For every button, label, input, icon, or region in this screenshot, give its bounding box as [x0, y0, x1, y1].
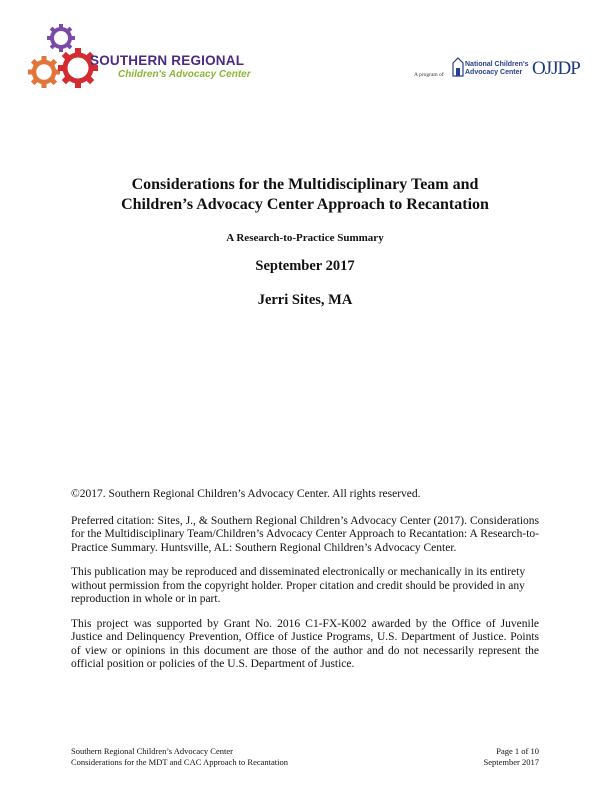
document-subtitle: A Research-to-Practice Summary: [226, 232, 384, 244]
ojjdp-logo: OJJDP: [532, 58, 580, 79]
document-date: September 2017: [255, 258, 355, 274]
program-of-label: A program of: [414, 72, 444, 78]
copyright-notice: ©2017. Southern Regional Children’s Advocacy Center. All rights reserved.: [71, 488, 421, 500]
logo-subtitle: Children's Advocacy Center: [118, 69, 251, 80]
permission-paragraph: This publication may be reproduced and disseminated electronically or mechanically in its entirety without permission from the copyright holder. Proper citation and credit should be provided in any reproduction in whole or in part.: [71, 566, 526, 605]
citation-paragraph: Preferred citation: Sites, J., & Southern Regional Children’s Advocacy Center (2017). Considerations for the Multidisciplinary Team/Children’s Advocacy Center Approach to Recantation: A Research-to-Practice Summary. Huntsville, AL: Southern Regional Children’s Advocacy Center.: [71, 514, 539, 554]
page-number: Page 1 of 10: [496, 746, 539, 756]
building-icon: [452, 57, 464, 77]
funding-paragraph: This project was supported by Grant No. 2016 C1-FX-K002 awarded by the Office of Juvenile Justice and Delinquency Prevention, Office of Justice Programs, U.S. Department of Justice. Points of view or opinions in this document are those of the author and do not necessarily represent the official position or policies of the U.S. Department of Justice.: [71, 617, 539, 670]
gears-logo-icon: [28, 20, 98, 96]
front-matter: [71, 488, 539, 683]
document-title: Considerations for the Multidisciplinary Team and Children’s Advocacy Center Approach to Recantation: [121, 176, 489, 213]
ncac-logo-text: National Children's Advocacy Center: [465, 61, 529, 76]
footer-right: Page 1 of 10 September 2017: [483, 746, 539, 767]
logo-name: SOUTHERN REGIONAL: [90, 53, 245, 68]
document-author: Jerri Sites, MA: [257, 292, 353, 308]
page-header: [0, 0, 610, 110]
title-block: [0, 175, 610, 309]
footer-left: Southern Regional Children’s Advocacy Center Considerations for the MDT and CAC Approach to Recantation: [71, 746, 289, 767]
